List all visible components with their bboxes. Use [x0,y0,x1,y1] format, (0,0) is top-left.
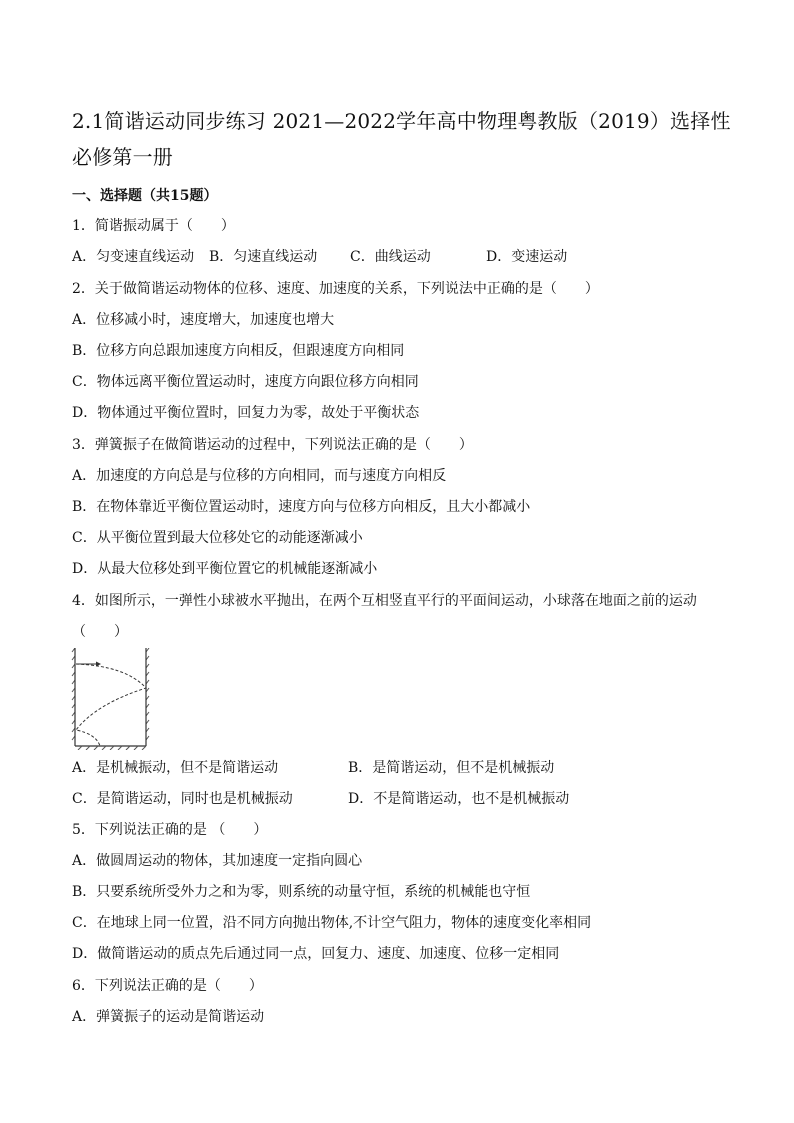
question-1-option-c: C．曲线运动 [350,249,431,265]
question-5-option-a: A．做圆周运动的物体，其加速度一定指向圆心 [72,853,363,869]
question-1-option-a: A．匀变速直线运动 [72,249,195,265]
question-4-option-a: A．是机械振动，但不是简谐运动 [72,760,279,776]
question-5-stem: 5．下列说法正确的是 （ ） [72,822,268,838]
question-6-stem: 6．下列说法正确的是（ ） [72,978,263,994]
question-5-option-c: C．在地球上同一位置，沿不同方向抛出物体,不计空气阻力，物体的速度变化率相同 [72,915,592,931]
question-3-stem: 3．弹簧振子在做简谐运动的过程中，下列说法正确的是（ ） [72,437,473,453]
question-5-option-b: B．只要系统所受外力之和为零，则系统的动量守恒，系统的机械能也守恒 [72,884,531,900]
question-1-stem: 1．简谐振动属于（ ） [72,218,235,234]
question-4-stem: 4．如图所示，一弹性小球被水平抛出，在两个互相竖直平行的平面间运动，小球落在地面之前的运动 [72,593,697,609]
document-title: 2.1简谐运动同步练习 2021—2022学年高中物理粤教版（2019）选择性必修第一册 [72,109,731,169]
question-3-option-d: D．从最大位移处到平衡位置它的机械能逐渐减小 [72,561,378,577]
question-1-option-d: D．变速运动 [486,249,568,265]
question-2-option-a: A．位移减小时，速度增大，加速度也增大 [72,312,335,328]
question-5-option-d: D．做简谐运动的质点先后通过同一点，回复力、速度、加速度、位移一定相同 [72,946,560,962]
question-3-option-a: A．加速度的方向总是与位移的方向相同，而与速度方向相反 [72,468,447,484]
question-1-option-b: B．匀速直线运动 [209,249,318,265]
question-4-option-c: C．是简谐运动，同时也是机械振动 [72,791,293,807]
question-2-option-b: B．位移方向总跟加速度方向相反，但跟速度方向相同 [72,343,405,359]
question-4-figure [70,648,154,750]
section-heading: 一、选择题（共15题） [72,188,218,204]
question-3-option-b: B．在物体靠近平衡位置运动时，速度方向与位移方向相反，且大小都减小 [72,499,531,515]
question-2-option-d: D．物体通过平衡位置时，回复力为零，故处于平衡状态 [72,405,420,421]
question-4-option-b: B．是简谐运动，但不是机械振动 [348,760,555,776]
question-3-option-c: C．从平衡位置到最大位移处它的动能逐渐减小 [72,530,363,546]
question-2-stem: 2．关于做简谐运动物体的位移、速度、加速度的关系，下列说法中正确的是（ ） [72,281,599,297]
question-4-option-d: D．不是简谐运动，也不是机械振动 [348,791,570,807]
question-4-stem-continued: （ ） [72,624,128,640]
question-2-option-c: C．物体远离平衡位置运动时，速度方向跟位移方向相同 [72,374,419,390]
question-6-option-a: A．弹簧振子的运动是简谐运动 [72,1009,265,1025]
